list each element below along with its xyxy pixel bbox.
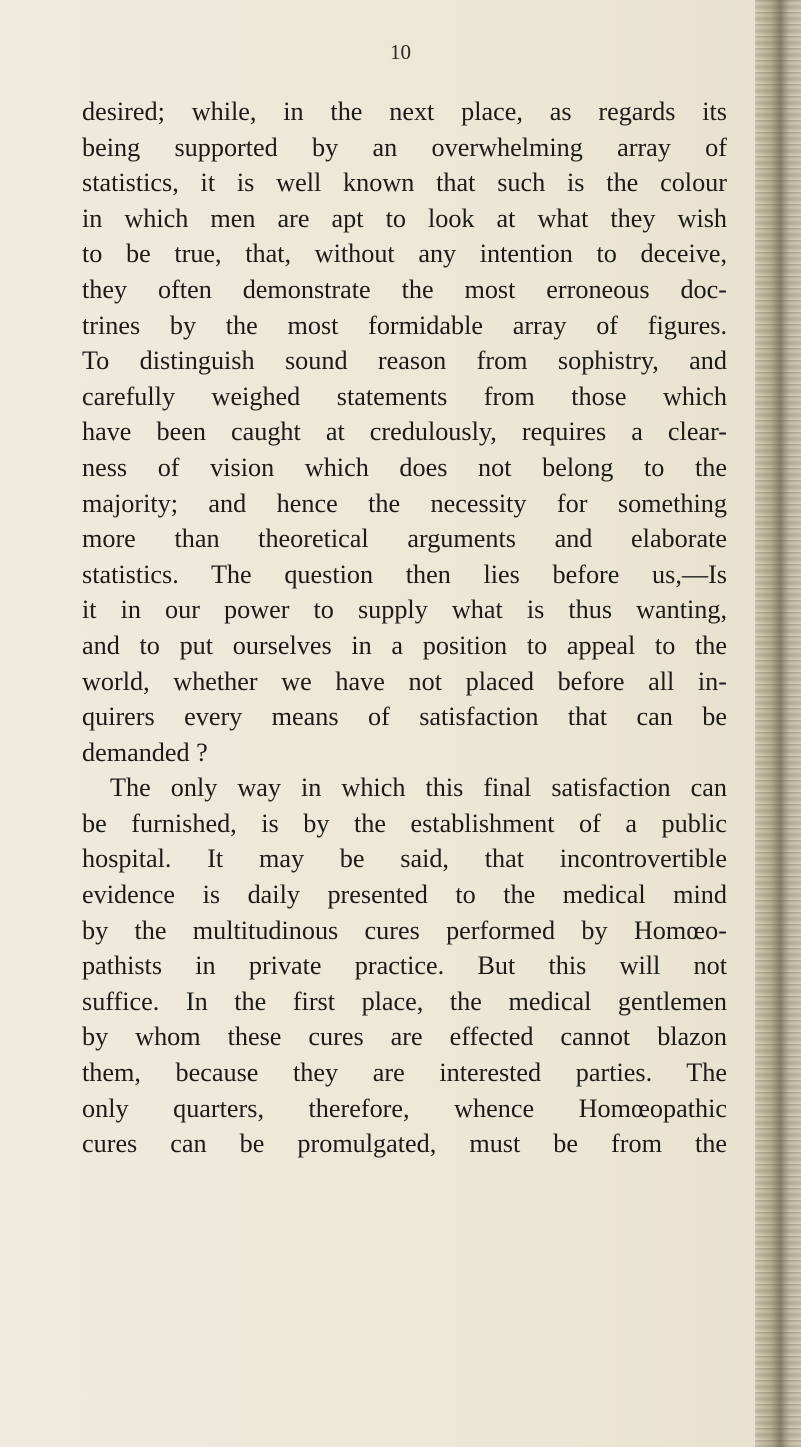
text-line: evidence is daily presented to the medical mind	[82, 880, 727, 910]
text-line: they often demonstrate the most erroneous doc-	[82, 274, 727, 304]
text-line: hospital. It may be said, that incontrovertible	[82, 844, 727, 874]
text-line: majority; and hence the necessity for something	[82, 488, 727, 518]
text-line: have been caught at credulously, requires a clear-	[82, 417, 727, 447]
text-line: by whom these cures are effected cannot blazon	[82, 1022, 727, 1052]
text-line: to be true, that, without any intention to deceive,	[82, 239, 727, 269]
text-line: The only way in which this final satisfaction can	[110, 773, 727, 803]
text-line: in which men are apt to look at what they wish	[82, 203, 727, 233]
page-binding-edge	[755, 0, 801, 1447]
text-line: trines by the most formidable array of figures.	[82, 310, 727, 340]
text-line: demanded ?	[82, 737, 208, 767]
text-line: world, whether we have not placed before all in-	[82, 666, 727, 696]
text-line: desired; while, in the next place, as regards its	[82, 97, 727, 126]
text-line: be furnished, is by the establishment of a public	[82, 808, 727, 838]
text-line: ness of vision which does not belong to the	[82, 452, 727, 482]
page-number: 10	[390, 40, 411, 64]
text-line: quirers every means of satisfaction that can be	[82, 702, 727, 732]
text-line: carefully weighed statements from those which	[82, 381, 727, 411]
text-line: cures can be promulgated, must be from the	[82, 1129, 727, 1159]
text-line: more than theoretical arguments and elaborate	[82, 524, 727, 554]
text-line: by the multitudinous cures performed by Homœo-	[82, 915, 727, 945]
text-line: statistics, it is well known that such is the colour	[82, 168, 727, 198]
text-line: being supported by an overwhelming array of	[82, 132, 727, 162]
text-line: To distinguish sound reason from sophistry, and	[82, 346, 727, 376]
text-line: suffice. In the first place, the medical gentlemen	[82, 986, 727, 1016]
text-line: them, because they are interested parties. The	[82, 1058, 727, 1088]
text-line: it in our power to supply what is thus wanting,	[82, 595, 727, 625]
text-line: pathists in private practice. But this will not	[82, 951, 727, 981]
text-line: statistics. The question then lies before us,—Is	[82, 559, 727, 589]
body-text	[82, 94, 727, 1162]
text-line: and to put ourselves in a position to appeal to the	[82, 630, 727, 660]
text-line: only quarters, therefore, whence Homœopathic	[82, 1093, 727, 1123]
